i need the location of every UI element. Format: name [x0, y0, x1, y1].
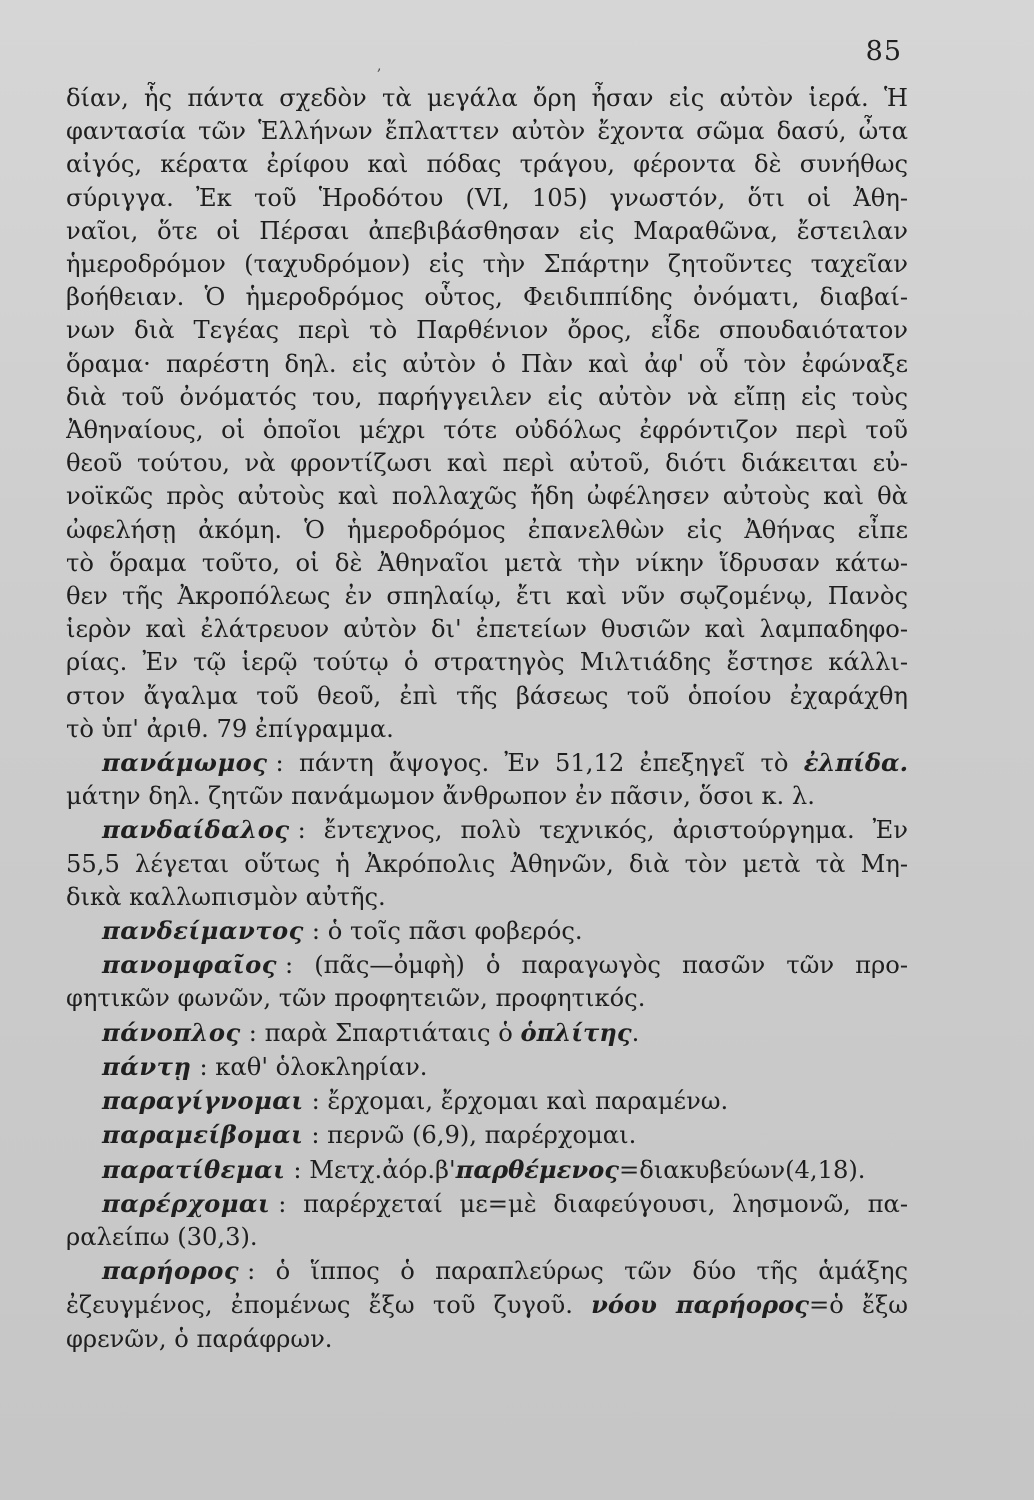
stray-mark: , [377, 58, 382, 74]
entry-line [66, 1084, 908, 1118]
definition-text: : ἔντεχνος, πολὺ τεχνικός, ἀριστούργημα. Ἐν [297, 816, 908, 845]
definition-text: 55,5 λέγεται οὕτως ἡ Ἀκρόπολις Ἀθηνῶν, διὰ τὸν μετὰ τὰ Μη- [66, 849, 908, 878]
text-line: θεν τῆς Ἀκροπόλεως ἐν σπηλαίῳ, ἔτι καὶ νῦν σῳζομένῳ, Πανὸς [66, 582, 908, 611]
headword: παρατίθεμαι [102, 1154, 286, 1184]
glossary-entry [66, 1050, 908, 1084]
definition-text: . [631, 1018, 640, 1047]
entry-line [66, 746, 908, 780]
definition-text: δικὰ καλλωπισμὸν αὐτῆς. [66, 882, 386, 911]
headword: πανάμωμος [102, 748, 268, 778]
definition-text: : Μετχ.ἀόρ.β' [293, 1155, 456, 1184]
text-line: τὸ ὅραμα τοῦτο, οἱ δὲ Ἀθηναῖοι μετὰ τὴν νίκην ἵδρυσαν κάτω- [66, 548, 908, 577]
definition-text: : καθ' ὁλοκληρίαν. [199, 1052, 428, 1081]
glossary-entry [66, 1016, 908, 1050]
entry-line [66, 1288, 908, 1322]
entry-line [66, 1153, 908, 1187]
definition-text: ραλείπω (30,3). [66, 1222, 258, 1251]
entry-line [66, 1254, 908, 1288]
text-line: νων διὰ Τεγέας περὶ τὸ Παρθένιον ὄρος, εἶδε σπουδαιότατον [66, 316, 908, 345]
text-line: σύριγγα. Ἐκ τοῦ Ἡροδότου (VI, 105) γνωστόν, ὅτι οἱ Ἀθη- [66, 183, 908, 212]
headword: πανδαίδαλος [102, 815, 290, 845]
entry-line [66, 1187, 908, 1221]
definition-text: φρενῶν, ὁ παράφρων. [66, 1324, 333, 1353]
entry-line [66, 780, 908, 813]
definition-text: : ἔρχομαι, ἔρχομαι καὶ παραμένω. [311, 1087, 729, 1116]
headword: παρήορος [102, 1256, 240, 1286]
entry-line [66, 1323, 908, 1356]
definition-text: ἐζευγμένος, ἐπομένως ἔξω τοῦ ζυγοῦ. [66, 1291, 592, 1320]
text-line: τὸ ὑπ' ἀριθ. 79 ἐπίγραμμα. [66, 714, 394, 743]
entry-line [66, 1221, 908, 1254]
entry-line [66, 881, 908, 914]
glossary-entry [66, 1084, 908, 1118]
text-line: νοϊκῶς πρὸς αὐτοὺς καὶ πολλαχῶς ἤδη ὠφέλησεν αὐτοὺς καὶ θὰ [66, 482, 908, 511]
text-line: στον ἄγαλμα τοῦ θεοῦ, ἐπὶ τῆς βάσεως τοῦ ὁποίου ἐχαράχθη [66, 681, 908, 710]
entry-line [66, 914, 908, 948]
definition-text: μάτην δηλ. ζητῶν πανάμωμον ἄνθρωπον ἐν πᾶσιν, ὅσοι κ. λ. [66, 782, 815, 811]
definition-text: : (πᾶς—ὀμφὴ) ὁ παραγωγὸς πασῶν τῶν προ- [285, 951, 908, 980]
definition-text: : παρὰ Σπαρτιάταις ὁ [248, 1018, 521, 1047]
glossary-entry [66, 746, 908, 813]
text-line: δίαν, ἧς πάντα σχεδὸν τὰ μεγάλα ὄρη ἦσαν εἰς αὐτὸν ἱερά. Ἡ [66, 84, 908, 112]
page-number: 85 [865, 36, 902, 67]
glossary-entry [66, 1187, 908, 1254]
text-line: ὅραμα· παρέστη δηλ. εἰς αὐτὸν ὁ Πὰν καὶ ἀφ' οὗ τὸν ἐφώναξε [66, 349, 908, 378]
headword: πανομφαῖος [102, 950, 277, 980]
definition-text: =ὁ ἔξω [808, 1291, 908, 1320]
glossary-entry [66, 1254, 908, 1356]
entry-line [66, 1016, 908, 1050]
definition-text: =διακυβεύων(4,18). [618, 1155, 866, 1184]
emphasized-term: νόου παρήορος [591, 1290, 809, 1320]
entry-line [66, 982, 908, 1015]
glossary-entry [66, 948, 908, 1015]
definition-text: : ὁ ἵππος ὁ παραπλεύρως τῶν δύο τῆς ἁμάξης [247, 1257, 908, 1286]
text-line: ὠφελήσῃ ἀκόμη. Ὁ ἡμεροδρόμος ἐπανελθὼν εἰς Ἀθήνας εἶπε [66, 515, 908, 544]
glossary-entry [66, 1118, 908, 1152]
entry-line [66, 1050, 908, 1084]
text-line: αἰγός, κέρατα ἐρίφου καὶ πόδας τράγου, φέροντα δὲ συνήθως [66, 150, 908, 179]
glossary-entries [66, 746, 908, 1356]
text-line: ναῖοι, ὅτε οἱ Πέρσαι ἀπεβιβάσθησαν εἰς Μαραθῶνα, ἔστειλαν [66, 216, 908, 245]
page-text [66, 82, 908, 1356]
definition-text: : πάντη ἄψογος. Ἐν 51,12 ἐπεξηγεῖ τὸ [275, 749, 804, 778]
headword: παραγίγνομαι [102, 1086, 304, 1116]
text-line: Ἀθηναίους, οἱ ὁποῖοι μέχρι τότε οὐδόλως ἐφρόντιζον περὶ τοῦ [66, 416, 908, 445]
headword: παραμείβομαι [102, 1120, 304, 1150]
text-line: φαντασία τῶν Ἑλλήνων ἔπλαττεν αὐτὸν ἔχοντα σῶμα δασύ, ὦτα [66, 117, 908, 146]
headword: πάνοπλος [102, 1017, 241, 1047]
glossary-entry [66, 914, 908, 948]
text-line: θεοῦ τούτου, νὰ φροντίζωσι καὶ περὶ αὐτοῦ, διότι διάκειται εὐ- [66, 449, 908, 478]
definition-text: φητικῶν φωνῶν, τῶν προφητειῶν, προφητικός. [66, 984, 646, 1013]
definition-text: : παρέρχεταί με=μὲ διαφεύγουσι, λησμονῶ, πα- [278, 1189, 908, 1218]
headword: πάντῃ [102, 1051, 192, 1081]
emphasized-term: παρθέμενος [455, 1154, 619, 1184]
entry-line [66, 1118, 908, 1152]
text-line: ἱερὸν καὶ ἐλάτρευον αὐτὸν δι' ἐπετείων θυσιῶν καὶ λαμπαδηφο- [66, 615, 908, 644]
definition-text: : περνῶ (6,9), παρέρχομαι. [311, 1121, 637, 1150]
entry-line [66, 848, 908, 881]
glossary-entry [66, 1153, 908, 1187]
entry-line [66, 813, 908, 847]
glossary-entry [66, 813, 908, 914]
text-line: βοήθειαν. Ὁ ἡμεροδρόμος οὗτος, Φειδιππίδης ὀνόματι, διαβαί- [66, 283, 908, 312]
paragraph-pan [66, 82, 908, 746]
text-line: ἡμεροδρόμον (ταχυδρόμον) εἰς τὴν Σπάρτην ζητοῦντες ταχεῖαν [66, 250, 908, 279]
definition-text: : ὁ τοῖς πᾶσι φοβερός. [311, 917, 583, 946]
emphasized-term: ἐλπίδα. [803, 748, 908, 778]
headword: πανδείμαντος [102, 916, 304, 946]
headword: παρέρχομαι [102, 1188, 271, 1218]
text-line: διὰ τοῦ ὀνόματός του, παρήγγειλεν εἰς αὐτὸν νὰ εἴπῃ εἰς τοὺς [66, 382, 908, 411]
entry-line [66, 948, 908, 982]
text-line: ρίας. Ἐν τῷ ἱερῷ τούτῳ ὁ στρατηγὸς Μιλτιάδης ἔστησε κάλλι- [66, 648, 908, 677]
emphasized-term: ὁπλίτης [520, 1017, 632, 1047]
